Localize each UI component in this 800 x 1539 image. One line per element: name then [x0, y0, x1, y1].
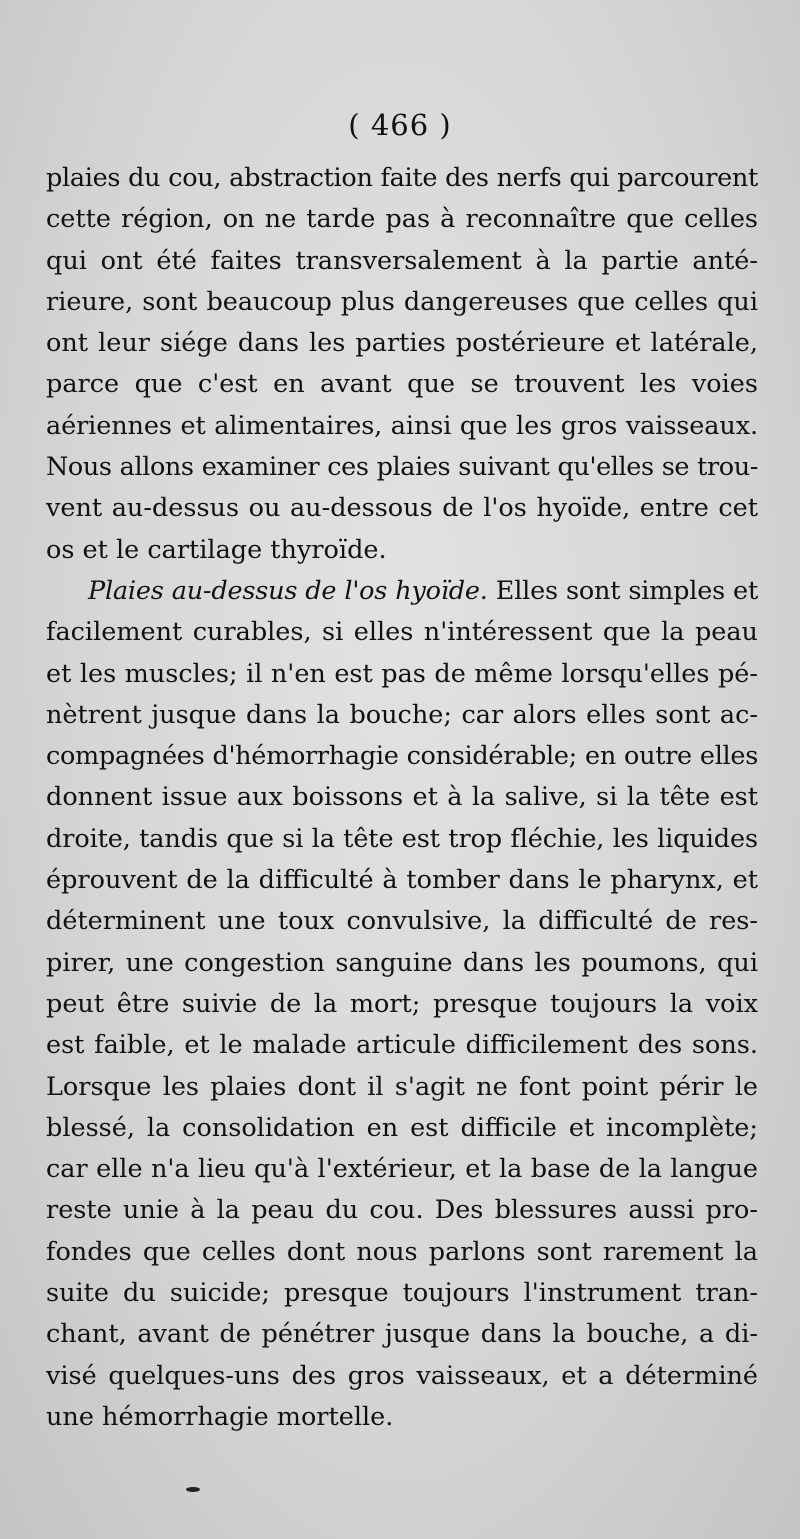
text-line: os et le cartilage thyroïde. — [46, 534, 387, 565]
text-line: car elle n'a lieu qu'à l'extérieur, et la base de la langue — [46, 1154, 758, 1185]
text-line: facilement curables, si elles n'intéressent que la peau — [46, 617, 758, 648]
text-line: peut être suivie de la mort; presque toujours la voix — [46, 988, 758, 1019]
text-line: plaies du cou, abstraction faite des nerfs qui parcourent — [46, 163, 758, 193]
text-line: droite, tandis que si la tête est trop fléchie, les liquides — [46, 823, 758, 854]
ink-speck — [186, 1487, 200, 1492]
text-line: rieure, sont beaucoup plus dangereuses que celles qui — [46, 286, 758, 317]
text-line: ont leur siége dans les parties postérieure et latérale, — [46, 328, 758, 359]
text-line: nètrent jusque dans la bouche; car alors elles sont ac- — [46, 699, 758, 730]
text-line: reste unie à la peau du cou. Des blessures aussi pro- — [46, 1195, 758, 1226]
section-first-line-text: Elles sont simples et — [495, 575, 758, 606]
text-line: suite du suicide; presque toujours l'instrument tran- — [46, 1278, 758, 1309]
text-line: parce que c'est en avant que se trouvent les voies — [46, 369, 758, 400]
text-line: une hémorrhagie mortelle. — [46, 1401, 394, 1432]
text-line: est faible, et le malade articule difficilement des sons. — [46, 1030, 758, 1061]
page-number: ( 466 ) — [348, 108, 452, 142]
text-line: chant, avant de pénétrer jusque dans la bouche, a di- — [46, 1319, 758, 1350]
text-line: compagnées d'hémorrhagie considérable; en outre elles — [46, 741, 758, 772]
text-line: visé quelques-uns des gros vaisseaux, et a déterminé — [46, 1360, 758, 1391]
text-line: aériennes et alimentaires, ainsi que les gros vaisseaux. — [46, 410, 758, 441]
text-line: vent au-dessus ou au-dessous de l'os hyoïde, entre cet — [46, 493, 758, 524]
text-line: cette région, on ne tarde pas à reconnaître que celles — [46, 204, 758, 235]
text-line: Lorsque les plaies dont il s'agit ne font point périr le — [46, 1071, 758, 1102]
text-line: blessé, la consolidation en est difficile et incomplète; — [46, 1112, 758, 1143]
text-line: donnent issue aux boissons et à la salive, si la tête est — [46, 782, 758, 813]
text-line: qui ont été faites transversalement à la partie anté- — [46, 245, 758, 276]
text-line: fondes que celles dont nous parlons sont rarement la — [46, 1236, 758, 1267]
text-line: pirer, une congestion sanguine dans les poumons, qui — [46, 947, 758, 978]
text-line: déterminent une toux convulsive, la difficulté de res- — [46, 906, 758, 937]
text-line: et les muscles; il n'en est pas de même lorsqu'elles pé- — [46, 658, 758, 689]
text-line: éprouvent de la difficulté à tomber dans le pharynx, et — [46, 865, 758, 896]
text-line: Nous allons examiner ces plaies suivant qu'elles se trou- — [46, 452, 758, 483]
section-heading: Plaies au-dessus de l'os hyoïde. — [88, 575, 488, 606]
page-body — [46, 158, 758, 1438]
section-first-line — [46, 571, 758, 612]
